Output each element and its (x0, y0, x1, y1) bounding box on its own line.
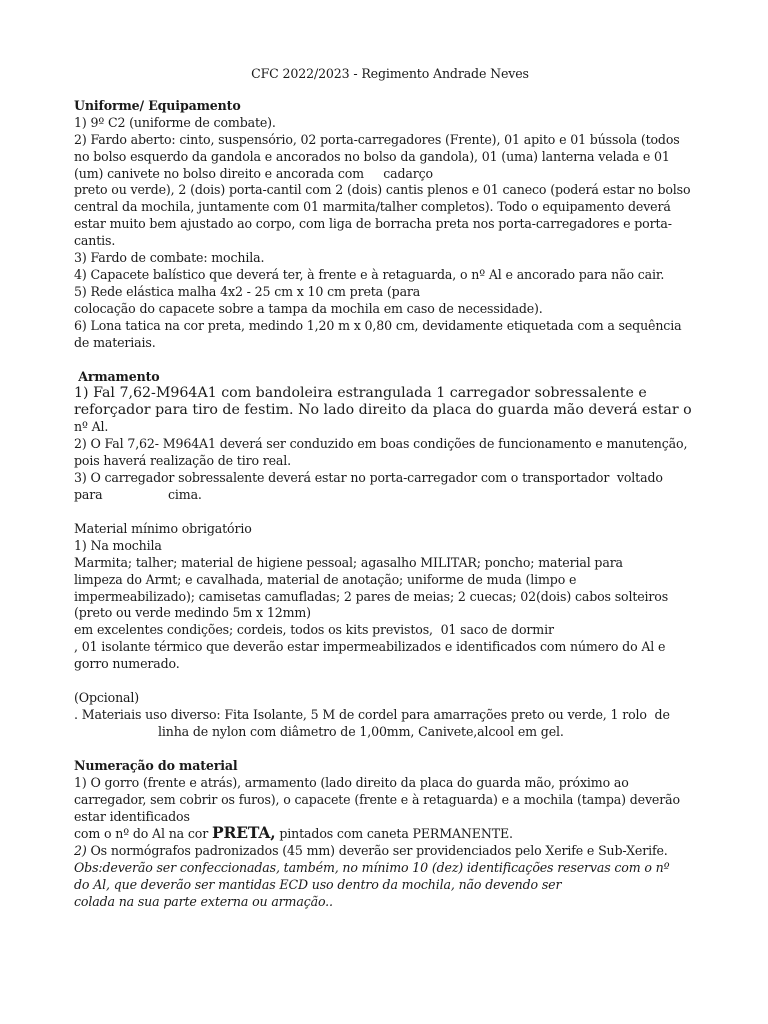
opcional-label: (Opcional) (74, 690, 140, 706)
preta-line (74, 825, 694, 843)
text-line: 1) Fal 7,62-M964A1 com bandoleira estrangulada 1 carregador sobressalente e (74, 385, 647, 402)
text-line: no bolso esquerdo da gandola e ancorados no bolso da gandola), 01 (uma) lanterna velada e 01 (74, 148, 670, 164)
text-line: gorro numerado. (74, 656, 180, 672)
text-line: em excelentes condições; cordeis, todos os kits previstos, 01 saco de dormir (74, 622, 554, 638)
text-line: estar muito bem ajustado ao corpo, com liga de borracha preta nos porta-carregadores e porta- (74, 216, 672, 232)
text-line: para cima. (74, 487, 202, 503)
text-line: limpeza do Armt; e cavalhada, material de anotação; uniforme de muda (limpo e (74, 571, 577, 587)
preta-word: PRETA, (211, 823, 276, 843)
text-line: linha de nylon com diâmetro de 1,00mm, Canivete,alcool em gel. (158, 723, 564, 739)
text-line: preto ou verde), 2 (dois) porta-cantil com 2 (dois) cantis plenos e 01 caneco (poderá estar no bolso (74, 182, 691, 198)
text-line: 2) O Fal 7,62- M964A1 deverá ser conduzido em boas condições de funcionamento e manutenção, (74, 436, 688, 452)
item2-number: 2) (74, 843, 87, 859)
preta-suffix: pintados com caneta PERMANENTE. (275, 826, 513, 842)
preta-prefix: com o nº do Al na cor (74, 826, 212, 842)
section-material (74, 521, 694, 673)
text-line: estar identificados (74, 808, 190, 824)
section-armamento (74, 369, 694, 504)
text-line: 3) O carregador sobressalente deverá estar no porta-carregador com o transportador voltado (74, 470, 663, 486)
item2-line (74, 843, 694, 860)
spacer (74, 673, 694, 690)
text-line: 1) 9º C2 (uniforme de combate). (74, 114, 276, 130)
section-heading-numeracao: Numeração do material (74, 757, 238, 773)
text-line: . Materiais uso diverso: Fita Isolante, 5 M de cordel para amarrações preto ou verde, 1 rolo de (74, 707, 670, 722)
section-heading-uniforme: Uniforme/ Equipamento (74, 97, 241, 113)
section-numeracao (74, 758, 694, 911)
document-title: CFC 2022/2023 - Regimento Andrade Neves (251, 66, 529, 81)
spacer (74, 741, 694, 758)
text-line: 4) Capacete balístico que deverá ter, à frente e à retaguarda, o nº Al e ancorado para não cair. (74, 266, 665, 282)
text-line: central da mochila, juntamente com 01 marmita/talher completos). Todo o equipamento deverá (74, 199, 671, 215)
text-line: 2) Fardo aberto: cinto, suspensório, 02 porta-carregadores (Frente), 01 apito e 01 bússola (todos (74, 131, 680, 147)
text-line: reforçador para tiro de festim. No lado direito da placa do guarda mão deverá estar o (74, 402, 692, 419)
document-page (74, 66, 694, 911)
text-line: 3) Fardo de combate: mochila. (74, 250, 265, 266)
text-line: (preto ou verde medindo 5m x 12mm) (74, 605, 311, 621)
text-line: colocação do capacete sobre a tampa da mochila em caso de necessidade). (74, 300, 543, 316)
text-line: 1) Na mochila (74, 537, 162, 553)
section-uniforme (74, 98, 694, 352)
spacer (74, 504, 694, 521)
text-line: Marmita; talher; material de higiene pessoal; agasalho MILITAR; poncho; material para (74, 554, 623, 570)
text-line: de materiais. (74, 334, 156, 350)
text-line: 5) Rede elástica malha 4x2 - 25 cm x 10 cm preta (para (74, 283, 421, 299)
spacer (74, 352, 694, 369)
text-line: 6) Lona tatica na cor preta, medindo 1,20 m x 0,80 cm, devidamente etiquetada com a sequência (74, 317, 682, 333)
text-line: carregador, sem cobrir os furos), o capacete (frente e à retaguarda) e a mochila (tampa) deverão (74, 791, 680, 807)
section-opcional (74, 690, 694, 741)
text-line: pois haverá realização de tiro real. (74, 453, 292, 469)
obs-line: do Al, que deverão ser mantidas ECD uso dentro da mochila, não devendo ser (74, 877, 562, 893)
text-line: (um) canivete no bolso direito e ancorada com cadarço (74, 165, 433, 181)
text-line: impermeabilizado); camisetas camufladas; 2 pares de meias; 2 cuecas; 02(dois) cabos solteiros (74, 588, 669, 604)
obs-line: colada na sua parte externa ou armação.. (74, 894, 333, 910)
obs-line: Obs:deverão ser confeccionadas, também, no mínimo 10 (dez) identificações reservas com o nº (74, 860, 670, 876)
text-line: , 01 isolante térmico que deverão estar impermeabilizados e identificados com número do Al e (74, 639, 666, 655)
item2-text: Os normógrafos padronizados (45 mm) deverão ser providenciados pelo Xerife e Sub-Xerife. (86, 843, 668, 859)
text-line: cantis. (74, 233, 116, 249)
text-line: nº Al. (74, 419, 109, 435)
text-line: 1) O gorro (frente e atrás), armamento (lado direito da placa do guarda mão, próximo ao (74, 774, 629, 790)
section-heading-material: Material mínimo obrigatório (74, 520, 252, 536)
section-heading-armamento: Armamento (74, 368, 160, 384)
